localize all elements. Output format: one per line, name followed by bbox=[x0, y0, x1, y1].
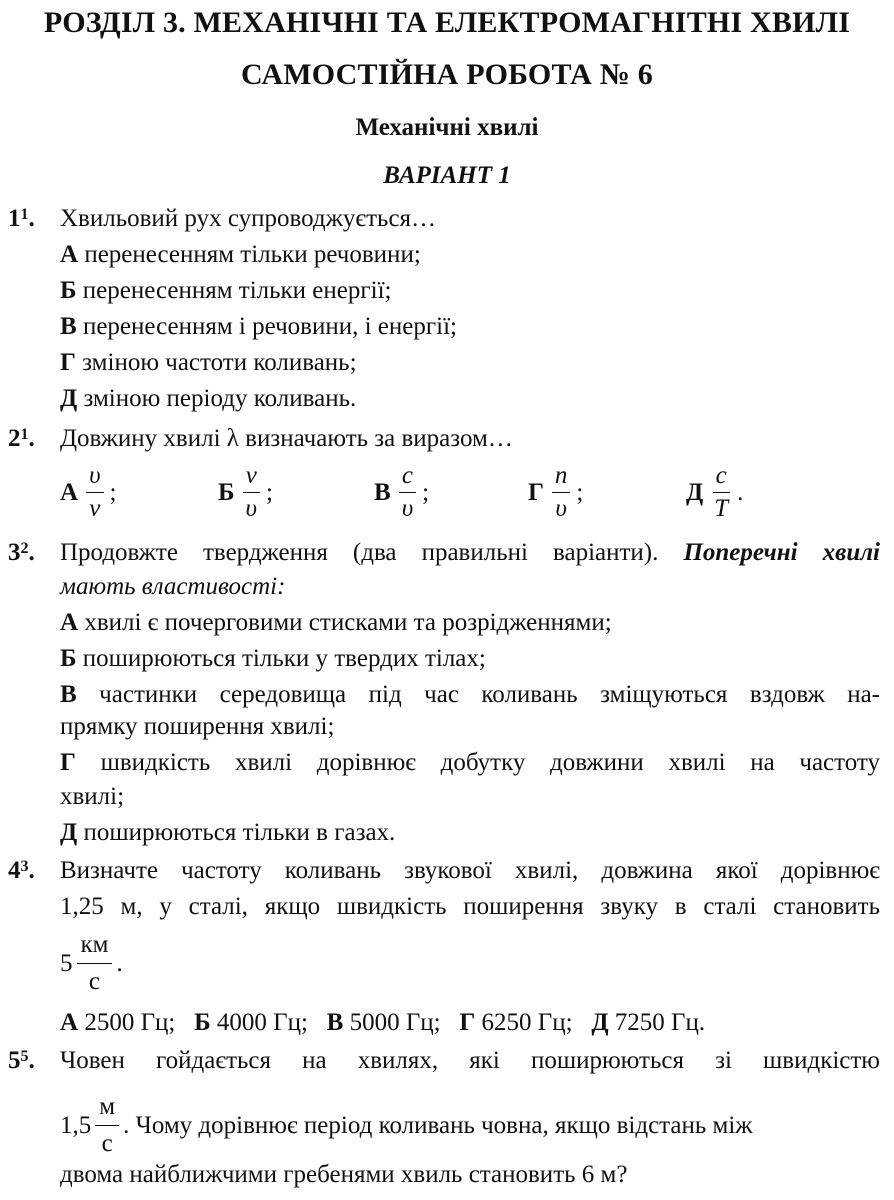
q4-answer-v: В 5000 Гц; bbox=[326, 1009, 441, 1036]
q1-option-b: Б перенесенням тільки енергії; bbox=[60, 277, 392, 304]
q1-option-a: А перенесенням тільки речовини; bbox=[60, 241, 421, 268]
q3-option-g: Г швидкість хвилі дорівнює добутку довжини хвилі на частоту bbox=[60, 749, 881, 776]
q3-option-v: В частинки середовища під час коливань зміщуються вздовж на- bbox=[60, 681, 880, 708]
q3-option-a: А хвилі є почерговими стисками та розрідженнями; bbox=[60, 609, 612, 636]
question-4-speed: 5 $\frac{км}{с}$ . bbox=[60, 931, 123, 995]
question-3-text-line-2: мають властивості: bbox=[60, 573, 286, 600]
question-number-5: $5^5$. bbox=[8, 1047, 35, 1074]
unit-fraction: $\frac{км}{с}$ bbox=[77, 930, 113, 997]
q4-answer-d: Д 7250 Гц. bbox=[591, 1009, 706, 1036]
q2-option-d: Д $\frac{c}{T}$ . bbox=[686, 462, 744, 522]
q2-option-a: А $\frac{\upsilon}{\nu}$ ; bbox=[60, 462, 117, 522]
q1-option-d: Д зміною періоду коливань. bbox=[60, 385, 357, 412]
question-5-text-line-2: 1,5 $\frac{м}{с}$ . Чому дорівнює період коливань човна, якщо відстань між bbox=[60, 1093, 753, 1157]
question-3-text-line-1: Продовжте твердження (два правильні варіанти). Поперечні хвилі bbox=[60, 539, 881, 566]
q2-option-g: Г $\frac{n}{\upsilon}$ ; bbox=[528, 462, 584, 522]
q4-answer-b: Б 4000 Гц; bbox=[194, 1009, 308, 1036]
question-number-3: $3^2$. bbox=[8, 539, 35, 566]
fraction: $\frac{c}{T}$ bbox=[714, 462, 729, 522]
section-title: РОЗДІЛ 3. МЕХАНІЧНІ ТА ЕЛЕКТРОМАГНІТНІ ХВИЛІ bbox=[43, 6, 851, 39]
question-5-text-line-3: двома найближчими гребенями хвиль становить 6 м? bbox=[60, 1161, 628, 1188]
question-4-text-line-2: 1,25 м, у сталі, якщо швидкість поширення звуку в сталі становить bbox=[60, 893, 880, 920]
question-number-1: $1^1$. bbox=[8, 205, 35, 232]
question-1-text: Хвильовий рух супроводжується… bbox=[60, 205, 437, 232]
question-number-2: $2^1$. bbox=[8, 425, 35, 452]
q4-answers bbox=[60, 1008, 705, 1038]
q3-option-b: Б поширюються тільки у твердих тілах; bbox=[60, 645, 486, 672]
q2-option-v: В $\frac{c}{\upsilon}$ ; bbox=[374, 462, 430, 522]
fraction: $\frac{\upsilon}{\nu}$ bbox=[86, 462, 103, 523]
question-2-text: Довжину хвилі λ визначають за виразом… bbox=[60, 425, 513, 452]
q4-answer-g: Г 6250 Гц; bbox=[459, 1009, 573, 1036]
q1-option-g: Г зміною частоти коливань; bbox=[60, 349, 357, 376]
q3-option-v-cont: прямку поширення хвилі; bbox=[60, 713, 335, 740]
fraction: $\frac{c}{\upsilon}$ bbox=[399, 462, 416, 523]
variant-title: ВАРІАНТ 1 bbox=[383, 162, 511, 189]
fraction: $\frac{\nu}{\upsilon}$ bbox=[243, 462, 260, 523]
unit-fraction: $\frac{м}{с}$ bbox=[95, 1092, 119, 1159]
question-4-text-line-1: Визначте частоту коливань звукової хвилі, довжина якої дорівнює bbox=[60, 857, 880, 884]
q3-option-d: Д поширюються тільки в газах. bbox=[60, 819, 396, 846]
q1-option-v: В перенесенням і речовини, і енергії; bbox=[60, 313, 457, 340]
work-title: САМОСТІЙНА РОБОТА № 6 bbox=[240, 58, 653, 91]
q3-option-g-cont: хвилі; bbox=[60, 783, 125, 810]
q4-answer-a: А 2500 Гц; bbox=[60, 1009, 176, 1036]
question-number-4: $4^3$. bbox=[8, 857, 35, 884]
question-5-text-line-1: Човен гойдається на хвилях, які поширюються зі швидкістю bbox=[60, 1047, 880, 1074]
topic-title: Механічні хвилі bbox=[355, 114, 539, 141]
q2-option-b: Б $\frac{\nu}{\upsilon}$ ; bbox=[218, 462, 273, 522]
fraction: $\frac{n}{\upsilon}$ bbox=[552, 462, 571, 523]
